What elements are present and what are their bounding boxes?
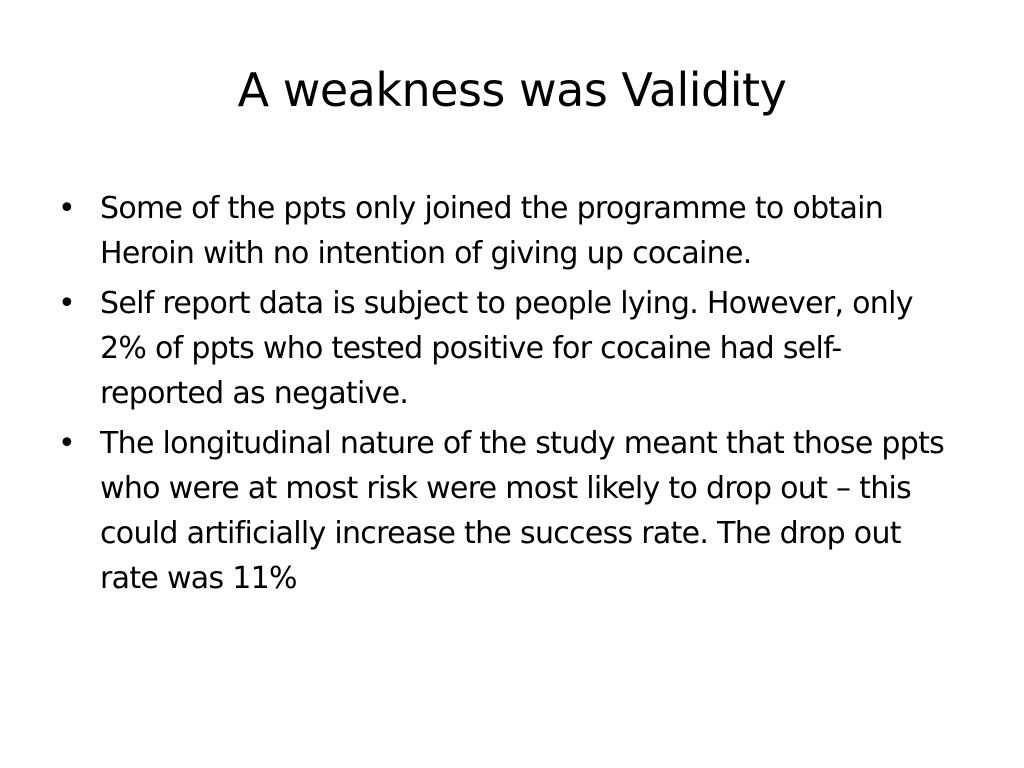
bullet-item (58, 281, 958, 416)
bullet-dot-icon: • (58, 286, 75, 321)
bullet-dot-icon: • (58, 191, 75, 226)
bullet-dot-icon: • (58, 426, 75, 461)
bullet-text: Self report data is subject to people lying. However, only 2% of ppts who tested positive for cocaine had self-reported as negative. (100, 286, 913, 411)
bullet-item (58, 421, 958, 601)
bullet-text: The longitudinal nature of the study meant that those ppts who were at most risk were most likely to drop out – this could artificially increase the success rate. The drop out rate was 11% (100, 426, 945, 596)
bullet-list (58, 186, 958, 606)
slide-title: A weakness was Validity (237, 63, 787, 117)
bullet-text: Some of the ppts only joined the programme to obtain Heroin with no intention of giving up cocaine. (100, 191, 884, 271)
bullet-item (58, 186, 958, 276)
